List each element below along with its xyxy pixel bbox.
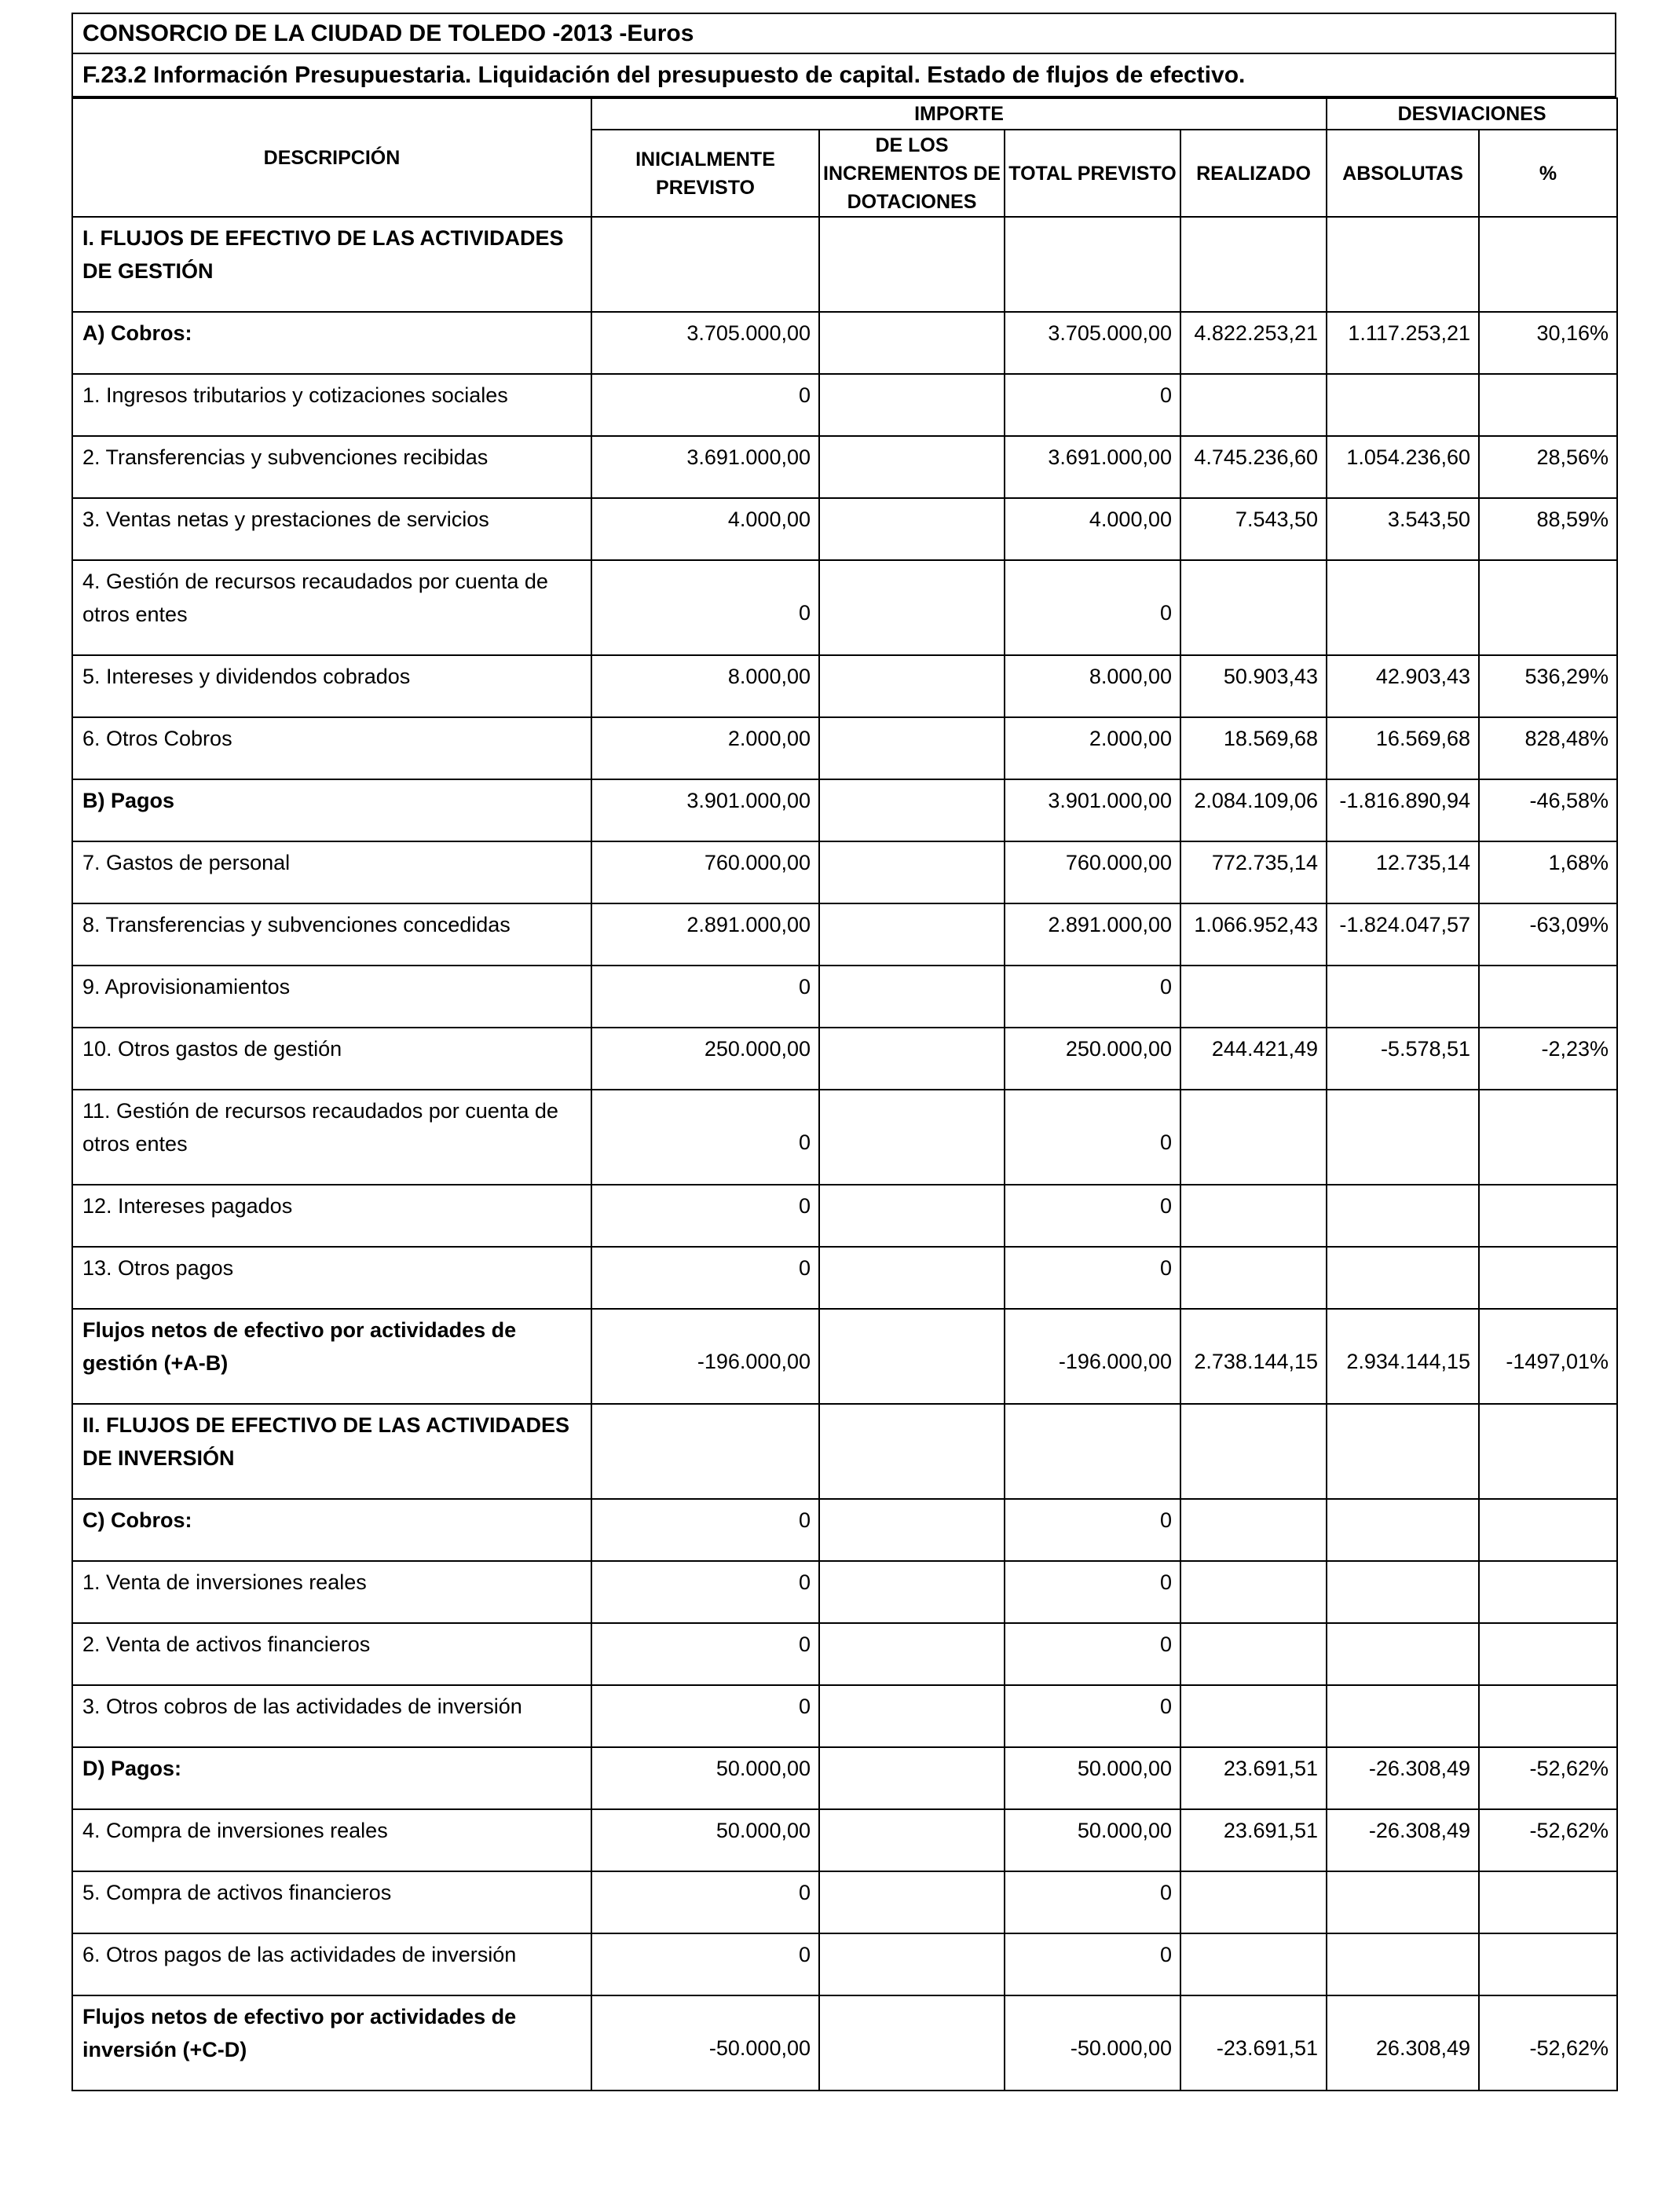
- cell-descripcion: Flujos netos de efectivo por actividades de gestión (+A-B): [72, 1309, 591, 1404]
- cell-descripcion: 4. Gestión de recursos recaudados por cuenta de otros entes: [72, 560, 591, 655]
- cell-porcentaje: 88,59%: [1479, 498, 1617, 560]
- cell-descripcion: 6. Otros pagos de las actividades de inversión: [72, 1933, 591, 1995]
- table-row: [72, 1185, 1617, 1247]
- cell-total-previsto: 0: [1005, 1933, 1180, 1995]
- cell-realizado: [1180, 1090, 1327, 1185]
- cell-porcentaje: 28,56%: [1479, 436, 1617, 498]
- cell-incrementos: [819, 903, 1005, 966]
- cell-absolutas: 16.569,68: [1327, 717, 1479, 779]
- cell-total-previsto: 0: [1005, 1247, 1180, 1309]
- header-porcentaje: %: [1479, 130, 1617, 217]
- cell-realizado: 4.745.236,60: [1180, 436, 1327, 498]
- cell-absolutas: [1327, 1185, 1479, 1247]
- cell-porcentaje: -52,62%: [1479, 1995, 1617, 2091]
- cell-incrementos: [819, 1933, 1005, 1995]
- cell-porcentaje: -52,62%: [1479, 1809, 1617, 1871]
- cell-total-previsto: -196.000,00: [1005, 1309, 1180, 1404]
- table-row: [72, 498, 1617, 560]
- cell-porcentaje: -52,62%: [1479, 1747, 1617, 1809]
- cell-realizado: [1180, 1685, 1327, 1747]
- cell-incrementos: [819, 717, 1005, 779]
- cell-absolutas: [1327, 1404, 1479, 1499]
- cell-absolutas: 42.903,43: [1327, 655, 1479, 717]
- cell-incrementos: [819, 779, 1005, 841]
- cell-descripcion: 9. Aprovisionamientos: [72, 966, 591, 1028]
- cell-inicialmente-previsto: 3.691.000,00: [591, 436, 819, 498]
- cell-descripcion: A) Cobros:: [72, 312, 591, 374]
- cell-porcentaje: [1479, 1185, 1617, 1247]
- cell-incrementos: [819, 217, 1005, 312]
- cell-realizado: [1180, 1933, 1327, 1995]
- cell-incrementos: [819, 498, 1005, 560]
- cell-incrementos: [819, 312, 1005, 374]
- cell-descripcion: 10. Otros gastos de gestión: [72, 1028, 591, 1090]
- cell-incrementos: [819, 1028, 1005, 1090]
- table-row: [72, 1809, 1617, 1871]
- cell-absolutas: 12.735,14: [1327, 841, 1479, 903]
- cell-incrementos: [819, 1404, 1005, 1499]
- cell-absolutas: [1327, 560, 1479, 655]
- cell-porcentaje: 1,68%: [1479, 841, 1617, 903]
- cell-realizado: 23.691,51: [1180, 1809, 1327, 1871]
- cell-inicialmente-previsto: -196.000,00: [591, 1309, 819, 1404]
- cell-inicialmente-previsto: 250.000,00: [591, 1028, 819, 1090]
- cell-total-previsto: 2.891.000,00: [1005, 903, 1180, 966]
- cell-porcentaje: -63,09%: [1479, 903, 1617, 966]
- cell-inicialmente-previsto: 0: [591, 1623, 819, 1685]
- cell-inicialmente-previsto: 50.000,00: [591, 1747, 819, 1809]
- table-row: [72, 1247, 1617, 1309]
- cell-absolutas: [1327, 217, 1479, 312]
- cell-porcentaje: 828,48%: [1479, 717, 1617, 779]
- cell-total-previsto: 3.691.000,00: [1005, 436, 1180, 498]
- cell-inicialmente-previsto: 4.000,00: [591, 498, 819, 560]
- cell-absolutas: [1327, 1247, 1479, 1309]
- cell-incrementos: [819, 1871, 1005, 1933]
- table-row: [72, 1933, 1617, 1995]
- cell-realizado: -23.691,51: [1180, 1995, 1327, 2091]
- cell-total-previsto: 0: [1005, 966, 1180, 1028]
- cell-descripcion: 11. Gestión de recursos recaudados por cuenta de otros entes: [72, 1090, 591, 1185]
- cell-incrementos: [819, 1247, 1005, 1309]
- table-row: [72, 903, 1617, 966]
- cell-inicialmente-previsto: 3.705.000,00: [591, 312, 819, 374]
- cell-porcentaje: [1479, 217, 1617, 312]
- cell-realizado: [1180, 1404, 1327, 1499]
- cell-absolutas: 26.308,49: [1327, 1995, 1479, 2091]
- cell-absolutas: 3.543,50: [1327, 498, 1479, 560]
- cell-absolutas: [1327, 966, 1479, 1028]
- table-row: [72, 1685, 1617, 1747]
- document-title: CONSORCIO DE LA CIUDAD DE TOLEDO -2013 -Euros: [71, 13, 1616, 54]
- table-row: [72, 312, 1617, 374]
- cell-incrementos: [819, 436, 1005, 498]
- cell-descripcion: II. FLUJOS DE EFECTIVO DE LAS ACTIVIDADES DE INVERSIÓN: [72, 1404, 591, 1499]
- cell-porcentaje: [1479, 1247, 1617, 1309]
- cell-absolutas: 2.934.144,15: [1327, 1309, 1479, 1404]
- table-row: [72, 374, 1617, 436]
- cell-incrementos: [819, 1685, 1005, 1747]
- cell-absolutas: -26.308,49: [1327, 1809, 1479, 1871]
- cell-porcentaje: [1479, 1404, 1617, 1499]
- header-total-previsto: TOTAL PREVISTO: [1005, 130, 1180, 217]
- cell-total-previsto: 2.000,00: [1005, 717, 1180, 779]
- header-importe: IMPORTE: [591, 98, 1327, 130]
- cell-porcentaje: [1479, 560, 1617, 655]
- cell-descripcion: B) Pagos: [72, 779, 591, 841]
- cell-absolutas: [1327, 1933, 1479, 1995]
- cell-descripcion: D) Pagos:: [72, 1747, 591, 1809]
- cell-realizado: [1180, 1871, 1327, 1933]
- cell-total-previsto: 0: [1005, 1185, 1180, 1247]
- cell-porcentaje: [1479, 1871, 1617, 1933]
- cell-absolutas: [1327, 1623, 1479, 1685]
- cell-realizado: [1180, 1247, 1327, 1309]
- cell-realizado: [1180, 1499, 1327, 1561]
- table-row: [72, 655, 1617, 717]
- cell-realizado: [1180, 1623, 1327, 1685]
- cell-inicialmente-previsto: 50.000,00: [591, 1809, 819, 1871]
- cell-realizado: [1180, 217, 1327, 312]
- cell-absolutas: -5.578,51: [1327, 1028, 1479, 1090]
- cell-porcentaje: [1479, 1561, 1617, 1623]
- cell-incrementos: [819, 841, 1005, 903]
- cell-total-previsto: 0: [1005, 1090, 1180, 1185]
- cell-incrementos: [819, 1561, 1005, 1623]
- cell-absolutas: -1.824.047,57: [1327, 903, 1479, 966]
- cell-descripcion: 3. Otros cobros de las actividades de inversión: [72, 1685, 591, 1747]
- cell-absolutas: [1327, 1685, 1479, 1747]
- cell-realizado: 1.066.952,43: [1180, 903, 1327, 966]
- cell-inicialmente-previsto: 760.000,00: [591, 841, 819, 903]
- table-row: [72, 1499, 1617, 1561]
- table-row: [72, 966, 1617, 1028]
- table-row: [72, 1090, 1617, 1185]
- cell-incrementos: [819, 560, 1005, 655]
- cell-porcentaje: [1479, 1090, 1617, 1185]
- cell-realizado: 772.735,14: [1180, 841, 1327, 903]
- table-row: [72, 560, 1617, 655]
- table-row: [72, 1623, 1617, 1685]
- cell-inicialmente-previsto: 0: [591, 1933, 819, 1995]
- cell-realizado: 2.084.109,06: [1180, 779, 1327, 841]
- cell-total-previsto: 4.000,00: [1005, 498, 1180, 560]
- cell-total-previsto: 50.000,00: [1005, 1809, 1180, 1871]
- cell-incrementos: [819, 655, 1005, 717]
- cell-total-previsto: 0: [1005, 374, 1180, 436]
- cell-descripcion: Flujos netos de efectivo por actividades de inversión (+C-D): [72, 1995, 591, 2091]
- cell-absolutas: 1.054.236,60: [1327, 436, 1479, 498]
- table-row: [72, 1995, 1617, 2091]
- cell-total-previsto: 3.705.000,00: [1005, 312, 1180, 374]
- cell-porcentaje: -46,58%: [1479, 779, 1617, 841]
- cell-porcentaje: 30,16%: [1479, 312, 1617, 374]
- cell-inicialmente-previsto: [591, 1404, 819, 1499]
- cell-descripcion: 1. Venta de inversiones reales: [72, 1561, 591, 1623]
- cell-descripcion: 12. Intereses pagados: [72, 1185, 591, 1247]
- cell-total-previsto: 50.000,00: [1005, 1747, 1180, 1809]
- cell-realizado: [1180, 1185, 1327, 1247]
- table-row: [72, 1871, 1617, 1933]
- cell-inicialmente-previsto: 0: [591, 1247, 819, 1309]
- cell-descripcion: 4. Compra de inversiones reales: [72, 1809, 591, 1871]
- cell-porcentaje: 536,29%: [1479, 655, 1617, 717]
- cell-total-previsto: 3.901.000,00: [1005, 779, 1180, 841]
- cell-porcentaje: [1479, 1933, 1617, 1995]
- table-row: [72, 1028, 1617, 1090]
- cell-descripcion: 6. Otros Cobros: [72, 717, 591, 779]
- cell-porcentaje: [1479, 1685, 1617, 1747]
- cell-absolutas: 1.117.253,21: [1327, 312, 1479, 374]
- table-row: [72, 1747, 1617, 1809]
- table-row: [72, 1561, 1617, 1623]
- cell-realizado: 18.569,68: [1180, 717, 1327, 779]
- cell-realizado: [1180, 1561, 1327, 1623]
- cell-inicialmente-previsto: [591, 217, 819, 312]
- cell-realizado: 7.543,50: [1180, 498, 1327, 560]
- cell-realizado: 244.421,49: [1180, 1028, 1327, 1090]
- cell-descripcion: 1. Ingresos tributarios y cotizaciones sociales: [72, 374, 591, 436]
- table-row: [72, 1309, 1617, 1404]
- cell-absolutas: [1327, 374, 1479, 436]
- cell-realizado: 4.822.253,21: [1180, 312, 1327, 374]
- table-row: [72, 217, 1617, 312]
- table-header: [72, 98, 1617, 217]
- document-subtitle: F.23.2 Información Presupuestaria. Liquidación del presupuesto de capital. Estado de flujos de efectivo.: [71, 54, 1616, 97]
- cell-inicialmente-previsto: 0: [591, 1499, 819, 1561]
- cell-incrementos: [819, 1809, 1005, 1871]
- cell-total-previsto: 0: [1005, 1685, 1180, 1747]
- cell-porcentaje: [1479, 1623, 1617, 1685]
- cell-absolutas: [1327, 1090, 1479, 1185]
- cell-descripcion: 7. Gastos de personal: [72, 841, 591, 903]
- cell-realizado: [1180, 560, 1327, 655]
- cell-total-previsto: 760.000,00: [1005, 841, 1180, 903]
- cell-realizado: [1180, 374, 1327, 436]
- cell-absolutas: -1.816.890,94: [1327, 779, 1479, 841]
- cell-inicialmente-previsto: 0: [591, 374, 819, 436]
- cell-porcentaje: -2,23%: [1479, 1028, 1617, 1090]
- cell-total-previsto: -50.000,00: [1005, 1995, 1180, 2091]
- cell-incrementos: [819, 1747, 1005, 1809]
- table-row: [72, 436, 1617, 498]
- cell-inicialmente-previsto: 0: [591, 1090, 819, 1185]
- cell-total-previsto: 0: [1005, 560, 1180, 655]
- cell-inicialmente-previsto: 2.000,00: [591, 717, 819, 779]
- cell-descripcion: 5. Intereses y dividendos cobrados: [72, 655, 591, 717]
- cell-incrementos: [819, 1499, 1005, 1561]
- cell-absolutas: [1327, 1561, 1479, 1623]
- header-desviaciones: DESVIACIONES: [1327, 98, 1617, 130]
- cell-incrementos: [819, 1309, 1005, 1404]
- cell-incrementos: [819, 1623, 1005, 1685]
- cell-descripcion: 5. Compra de activos financieros: [72, 1871, 591, 1933]
- header-absolutas: ABSOLUTAS: [1327, 130, 1479, 217]
- cell-porcentaje: -1497,01%: [1479, 1309, 1617, 1404]
- budget-table: [71, 97, 1618, 2091]
- cell-total-previsto: [1005, 217, 1180, 312]
- table-row: [72, 841, 1617, 903]
- cell-descripcion: 13. Otros pagos: [72, 1247, 591, 1309]
- cell-total-previsto: 0: [1005, 1623, 1180, 1685]
- cell-inicialmente-previsto: 0: [591, 1561, 819, 1623]
- header-realizado: REALIZADO: [1180, 130, 1327, 217]
- cell-absolutas: [1327, 1499, 1479, 1561]
- cell-absolutas: [1327, 1871, 1479, 1933]
- cell-incrementos: [819, 966, 1005, 1028]
- cell-realizado: 2.738.144,15: [1180, 1309, 1327, 1404]
- cell-realizado: [1180, 966, 1327, 1028]
- table-row: [72, 1404, 1617, 1499]
- header-incrementos: DE LOS INCREMENTOS DE DOTACIONES: [819, 130, 1005, 217]
- document-sheet: [71, 13, 1616, 2091]
- cell-total-previsto: 0: [1005, 1871, 1180, 1933]
- header-descripcion: DESCRIPCIÓN: [72, 98, 591, 217]
- table-row: [72, 717, 1617, 779]
- cell-incrementos: [819, 374, 1005, 436]
- cell-descripcion: C) Cobros:: [72, 1499, 591, 1561]
- cell-inicialmente-previsto: 0: [591, 1871, 819, 1933]
- cell-inicialmente-previsto: 0: [591, 560, 819, 655]
- cell-absolutas: -26.308,49: [1327, 1747, 1479, 1809]
- cell-inicialmente-previsto: 8.000,00: [591, 655, 819, 717]
- cell-total-previsto: [1005, 1404, 1180, 1499]
- cell-descripcion: I. FLUJOS DE EFECTIVO DE LAS ACTIVIDADES DE GESTIÓN: [72, 217, 591, 312]
- cell-total-previsto: 0: [1005, 1561, 1180, 1623]
- cell-porcentaje: [1479, 966, 1617, 1028]
- cell-incrementos: [819, 1995, 1005, 2091]
- cell-total-previsto: 250.000,00: [1005, 1028, 1180, 1090]
- cell-inicialmente-previsto: 0: [591, 966, 819, 1028]
- cell-descripcion: 3. Ventas netas y prestaciones de servicios: [72, 498, 591, 560]
- cell-inicialmente-previsto: 0: [591, 1185, 819, 1247]
- cell-total-previsto: 0: [1005, 1499, 1180, 1561]
- cell-porcentaje: [1479, 1499, 1617, 1561]
- cell-inicialmente-previsto: 2.891.000,00: [591, 903, 819, 966]
- table-row: [72, 779, 1617, 841]
- header-inicialmente-previsto: INICIALMENTE PREVISTO: [591, 130, 819, 217]
- cell-descripcion: 8. Transferencias y subvenciones concedidas: [72, 903, 591, 966]
- cell-inicialmente-previsto: 0: [591, 1685, 819, 1747]
- cell-incrementos: [819, 1185, 1005, 1247]
- cell-realizado: 23.691,51: [1180, 1747, 1327, 1809]
- cell-descripcion: 2. Transferencias y subvenciones recibidas: [72, 436, 591, 498]
- cell-inicialmente-previsto: -50.000,00: [591, 1995, 819, 2091]
- cell-incrementos: [819, 1090, 1005, 1185]
- table-body: [72, 217, 1617, 2091]
- cell-porcentaje: [1479, 374, 1617, 436]
- cell-inicialmente-previsto: 3.901.000,00: [591, 779, 819, 841]
- cell-descripcion: 2. Venta de activos financieros: [72, 1623, 591, 1685]
- cell-total-previsto: 8.000,00: [1005, 655, 1180, 717]
- cell-realizado: 50.903,43: [1180, 655, 1327, 717]
